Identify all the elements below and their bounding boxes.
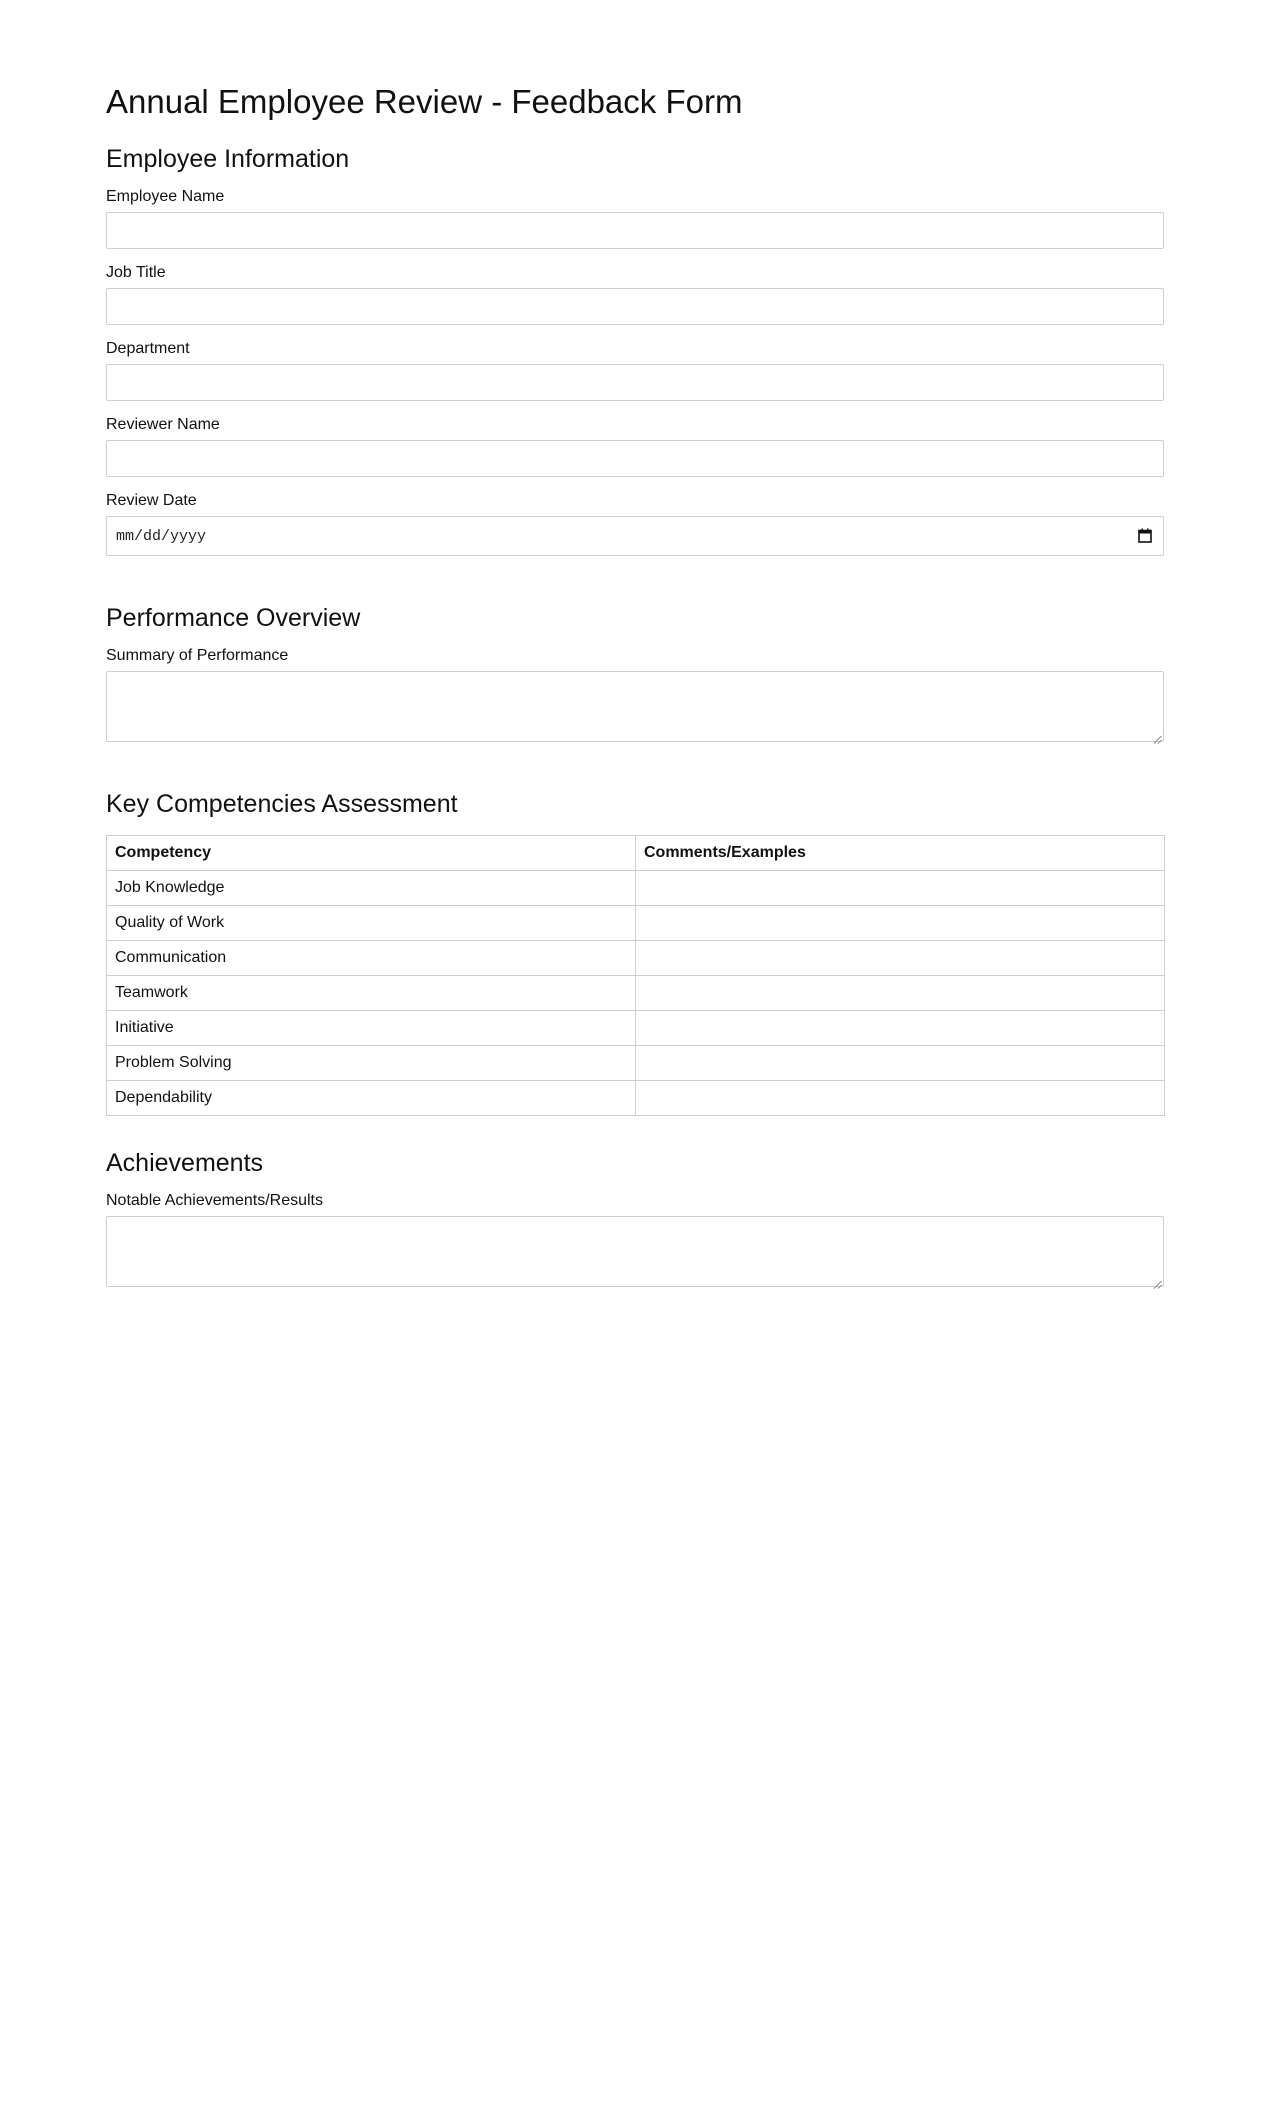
competency-cell: Quality of Work xyxy=(107,906,636,941)
table-row xyxy=(107,941,1165,976)
table-row xyxy=(107,1011,1165,1046)
column-header-comments: Comments/Examples xyxy=(636,836,1165,871)
section-heading-achievements: Achievements xyxy=(106,1149,264,1177)
employee-name-input[interactable] xyxy=(106,212,1164,249)
table-header-row xyxy=(107,836,1165,871)
comments-cell[interactable] xyxy=(636,906,1165,941)
review-date-label: Review Date xyxy=(106,492,197,509)
summary-of-performance-textarea[interactable] xyxy=(106,671,1164,742)
reviewer-name-label: Reviewer Name xyxy=(106,416,220,433)
review-date-placeholder: mm/dd/yyyy xyxy=(116,528,207,545)
competencies-table xyxy=(106,835,1165,1116)
page-title: Annual Employee Review - Feedback Form xyxy=(106,83,743,120)
review-date-input[interactable] xyxy=(106,516,1164,556)
competency-cell: Initiative xyxy=(107,1011,636,1046)
competency-cell: Problem Solving xyxy=(107,1046,636,1081)
table-row xyxy=(107,871,1165,906)
summary-of-performance-label: Summary of Performance xyxy=(106,647,289,664)
comments-cell[interactable] xyxy=(636,871,1165,906)
table-row xyxy=(107,976,1165,1011)
calendar-icon[interactable] xyxy=(1137,528,1153,544)
comments-cell[interactable] xyxy=(636,1081,1165,1116)
resize-handle-icon[interactable] xyxy=(1153,731,1162,740)
job-title-input[interactable] xyxy=(106,288,1164,325)
comments-cell[interactable] xyxy=(636,1046,1165,1081)
department-label: Department xyxy=(106,340,190,357)
section-heading-key-competencies: Key Competencies Assessment xyxy=(106,790,458,818)
department-input[interactable] xyxy=(106,364,1164,401)
table-row xyxy=(107,1046,1165,1081)
table-row xyxy=(107,906,1165,941)
comments-cell[interactable] xyxy=(636,1011,1165,1046)
reviewer-name-input[interactable] xyxy=(106,440,1164,477)
comments-cell[interactable] xyxy=(636,941,1165,976)
job-title-label: Job Title xyxy=(106,264,166,281)
section-heading-employee-information: Employee Information xyxy=(106,145,350,173)
competency-cell: Job Knowledge xyxy=(107,871,636,906)
competency-cell: Dependability xyxy=(107,1081,636,1116)
section-heading-performance-overview: Performance Overview xyxy=(106,604,361,632)
comments-cell[interactable] xyxy=(636,976,1165,1011)
competency-cell: Communication xyxy=(107,941,636,976)
resize-handle-icon[interactable] xyxy=(1153,1276,1162,1285)
notable-achievements-textarea[interactable] xyxy=(106,1216,1164,1287)
employee-name-label: Employee Name xyxy=(106,188,225,205)
column-header-competency: Competency xyxy=(107,836,636,871)
table-row xyxy=(107,1081,1165,1116)
competency-cell: Teamwork xyxy=(107,976,636,1011)
feedback-form xyxy=(106,78,1164,1287)
notable-achievements-label: Notable Achievements/Results xyxy=(106,1192,323,1209)
